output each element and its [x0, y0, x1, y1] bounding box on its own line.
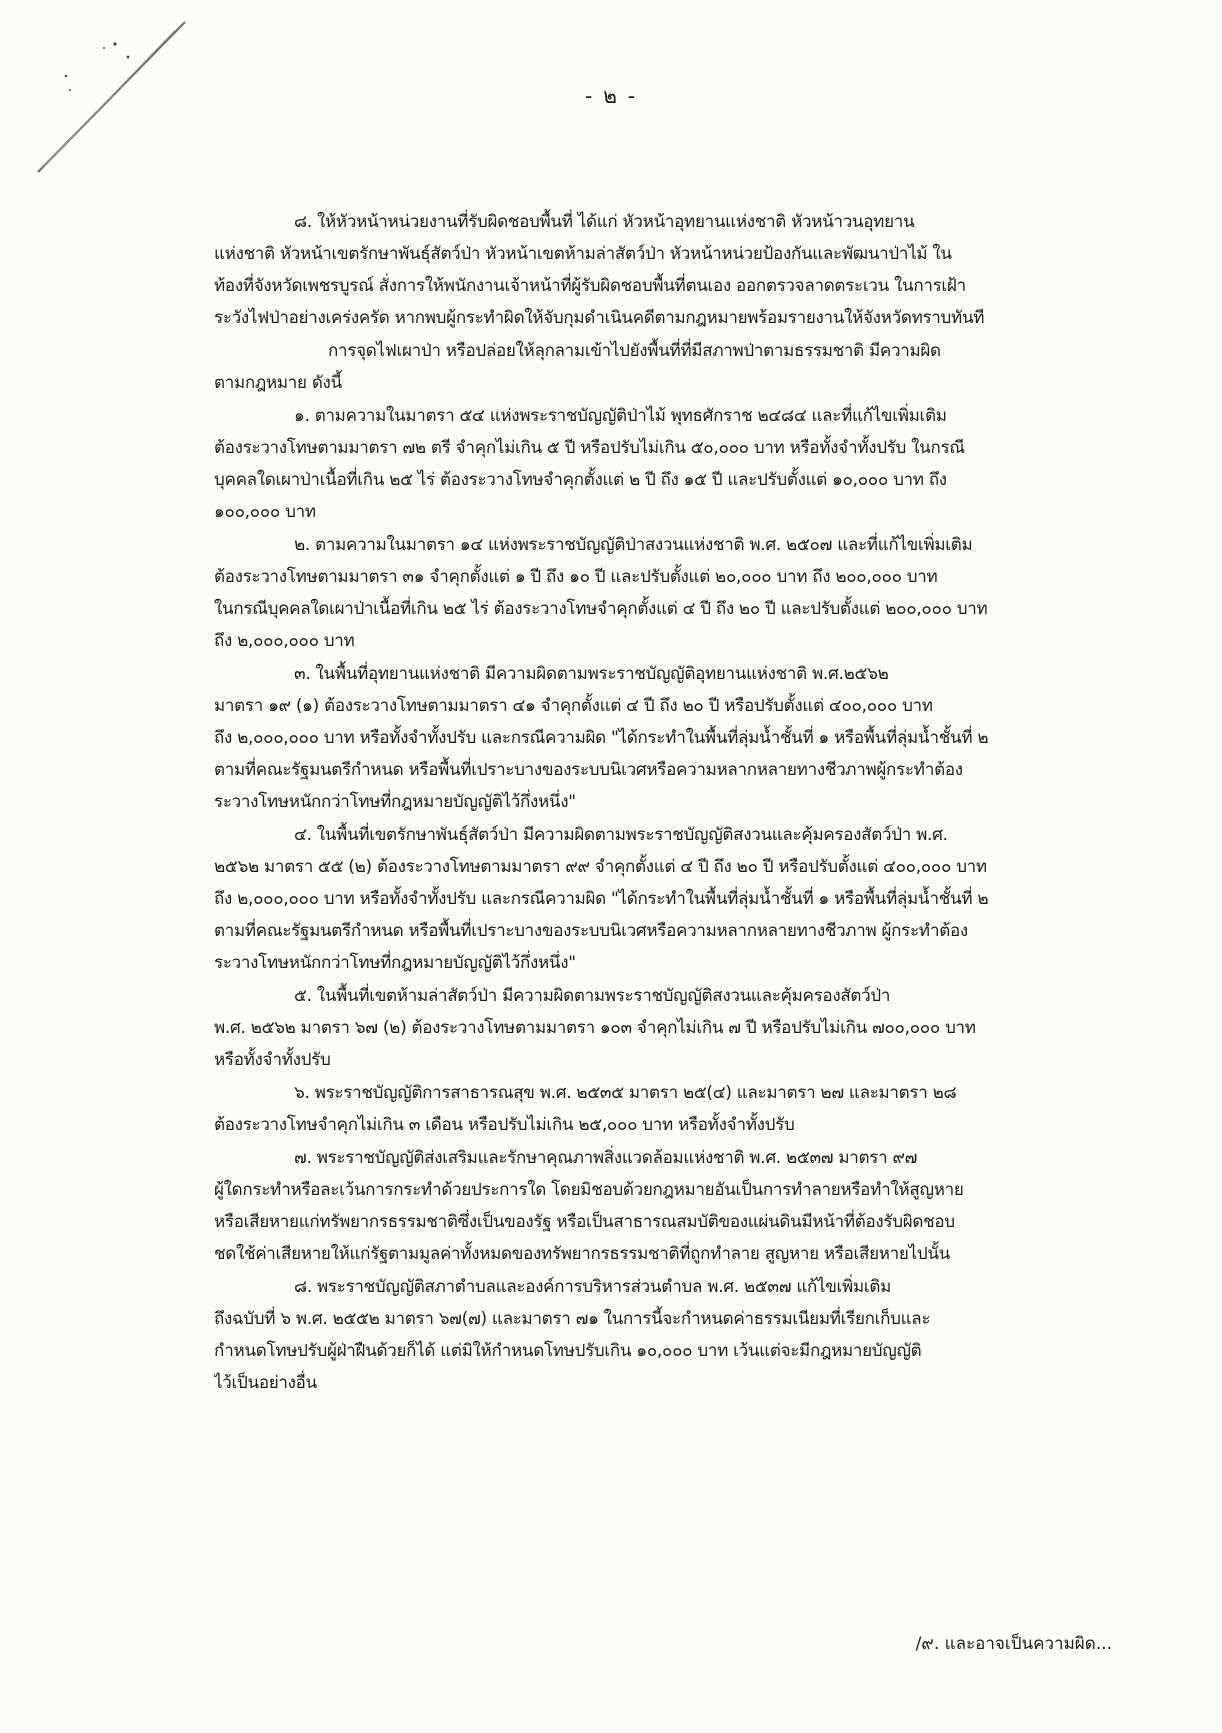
text-line: ๒๕๖๒ มาตรา ๕๕ (๒) ต้องระวางโทษตามมาตรา ๙๙ จำคุกตั้งแต่ ๔ ปี ถึง ๒๐ ปี หรือปรับตั้งแต่ ๔๐๐,๐๐๐ บาท: [214, 857, 987, 877]
paragraph-offense-intro: [214, 335, 1107, 399]
text-line: ถึง ๒,๐๐๐,๐๐๐ บาท หรือทั้งจำทั้งปรับ และกรณีความผิด "ได้กระทำในพื้นที่ลุ่มน้ำชั้นที่ ๑ หรือพื้นที่ลุ่มน้ำชั้นที่ ๒: [214, 728, 989, 748]
text-line: ระวางโทษหนักกว่าโทษที่กฎหมายบัญญัติไว้กึ่งหนึ่ง": [214, 792, 576, 812]
text-line: ชดใช้ค่าเสียหายให้แก่รัฐตามมูลค่าทั้งหมดของทรัพยากรธรรมชาติที่ถูกทำลาย สูญหาย หรือเสียหายไปนั้น: [214, 1244, 950, 1264]
text-line: ๘. ให้หัวหน้าหน่วยงานที่รับผิดชอบพื้นที่ ได้แก่ หัวหน้าอุทยานแห่งชาติ หัวหน้าวนอุทยาน: [294, 212, 915, 232]
text-line: ถึง ๒,๐๐๐,๐๐๐ บาท: [214, 631, 355, 651]
text-line: ถึงฉบับที่ ๖ พ.ศ. ๒๕๕๒ มาตรา ๖๗(๗) และมาตรา ๗๑ ในการนี้จะกำหนดค่าธรรมเนียมที่เรียกเก็บและ: [214, 1309, 931, 1329]
text-line: ๑. ตามความในมาตรา ๕๔ แห่งพระราชบัญญัติป่าไม้ พุทธศักราช ๒๔๘๔ และที่แก้ไขเพิ่มเติม: [294, 406, 947, 426]
text-line: ๑๐๐,๐๐๐ บาท: [214, 502, 316, 522]
text-line: ๘. พระราชบัญญัติสภาตำบลและองค์การบริหารส่วนตำบล พ.ศ. ๒๕๓๗ แก้ไขเพิ่มเติม: [294, 1277, 892, 1297]
text-line: ในกรณีบุคคลใดเผาป่าเนื้อที่เกิน ๒๕ ไร่ ต้องระวางโทษจำคุกตั้งแต่ ๔ ปี ถึง ๒๐ ปี และปรับตั้งแต่ ๒๐๐,๐๐๐ บาท: [214, 599, 988, 619]
paragraph-instruction-8: [214, 206, 1107, 334]
text-line: ท้องที่จังหวัดเพชรบูรณ์ สั่งการให้พนักงานเจ้าหน้าที่ผู้รับผิดชอบพื้นที่ตนเอง ออกตรวจลาดตระเวน ในการเฝ้า: [214, 276, 966, 296]
text-line: ๔. ในพื้นที่เขตรักษาพันธุ์สัตว์ป่า มีความผิดตามพระราชบัญญัติสงวนและคุ้มครองสัตว์ป่า พ.ศ.: [294, 825, 948, 845]
text-line: ไว้เป็นอย่างอื่น: [214, 1373, 317, 1393]
paragraph-law-7: [214, 1142, 1107, 1270]
text-line: ๕. ในพื้นที่เขตห้ามล่าสัตว์ป่า มีความผิดตามพระราชบัญญัติสงวนและคุ้มครองสัตว์ป่า: [294, 986, 891, 1006]
text-line: ถึง ๒,๐๐๐,๐๐๐ บาท หรือทั้งจำทั้งปรับ และกรณีความผิด "ได้กระทำในพื้นที่ลุ่มน้ำชั้นที่ ๑ หรือพื้นที่ลุ่มน้ำชั้นที่ ๒: [214, 889, 989, 909]
text-line: ต้องระวางโทษจำคุกไม่เกิน ๓ เดือน หรือปรับไม่เกิน ๒๕,๐๐๐ บาท หรือทั้งจำทั้งปรับ: [214, 1115, 795, 1135]
document-body: [214, 205, 1107, 1399]
text-line: ๗. พระราชบัญญัติส่งเสริมและรักษาคุณภาพสิ่งแวดล้อมแห่งชาติ พ.ศ. ๒๕๓๗ มาตรา ๙๗: [294, 1148, 918, 1168]
paragraph-law-6: [214, 1077, 1107, 1141]
text-line: ผู้ใดกระทำหรือละเว้นการกระทำด้วยประการใด โดยมิชอบด้วยกฎหมายอันเป็นการทำลายหรือทำให้สูญหาย: [214, 1180, 964, 1200]
text-line: ๖. พระราชบัญญัติการสาธารณสุข พ.ศ. ๒๕๓๕ มาตรา ๒๕(๔) และมาตรา ๒๗ และมาตรา ๒๘: [294, 1083, 957, 1103]
text-line: ตามที่คณะรัฐมนตรีกำหนด หรือพื้นที่เปราะบางของระบบนิเวศหรือความหลากหลายทางชีวภาพผู้กระทำต้อง: [214, 760, 963, 780]
text-line: แห่งชาติ หัวหน้าเขตรักษาพันธุ์สัตว์ป่า หัวหน้าเขตห้ามล่าสัตว์ป่า หัวหน้าหน่วยป้องกันและพัฒนาป่าไม้ ใน: [214, 244, 952, 264]
text-line: ระวังไฟป่าอย่างเคร่งครัด หากพบผู้กระทำผิดให้จับกุมดำเนินคดีตามกฎหมายพร้อมรายงานให้จังหวัดทราบทันที: [214, 308, 985, 328]
scan-artifact-marks: [0, 0, 220, 230]
text-line: ๒. ตามความในมาตรา ๑๔ แห่งพระราชบัญญัติป่าสงวนแห่งชาติ พ.ศ. ๒๕๐๗ และที่แก้ไขเพิ่มเติม: [294, 535, 973, 555]
paragraph-law-4: [214, 819, 1107, 979]
text-line: ต้องระวางโทษตามมาตรา ๗๒ ตรี จำคุกไม่เกิน ๕ ปี หรือปรับไม่เกิน ๕๐,๐๐๐ บาท หรือทั้งจำทั้งปรับ ในกรณี: [214, 438, 965, 458]
paragraph-law-1: [214, 400, 1107, 528]
text-line: ต้องระวางโทษตามมาตรา ๓๑ จำคุกตั้งแต่ ๑ ปี ถึง ๑๐ ปี และปรับตั้งแต่ ๒๐,๐๐๐ บาท ถึง ๒๐๐,๐๐๐ บาท: [214, 567, 938, 587]
text-line: ๓. ในพื้นที่อุทยานแห่งชาติ มีความผิดตามพระราชบัญญัติอุทยานแห่งชาติ พ.ศ.๒๕๖๒: [294, 664, 889, 684]
text-line: ระวางโทษหนักกว่าโทษที่กฎหมายบัญญัติไว้กึ่งหนึ่ง": [214, 953, 576, 973]
paragraph-law-2: [214, 529, 1107, 657]
text-line: พ.ศ. ๒๕๖๒ มาตรา ๖๗ (๒) ต้องระวางโทษตามมาตรา ๑๐๓ จำคุกไม่เกิน ๗ ปี หรือปรับไม่เกิน ๗๐๐,๐๐๐ บาท: [214, 1018, 976, 1038]
page-number: - ๒ -: [584, 84, 638, 108]
text-line: การจุดไฟเผาป่า หรือปล่อยให้ลุกลามเข้าไปยังพื้นที่ที่มีสภาพป่าตามธรรมชาติ มีความผิด: [328, 341, 941, 361]
paragraph-law-5: [214, 980, 1107, 1076]
paragraph-law-8: [214, 1271, 1107, 1399]
text-line: ตามกฎหมาย ดังนี้: [214, 373, 342, 393]
text-line: ตามที่คณะรัฐมนตรีกำหนด หรือพื้นที่เปราะบางของระบบนิเวศหรือความหลากหลายทางชีวภาพ ผู้กระทำต้อง: [214, 921, 968, 941]
continuation-note: /๙. และอาจเป็นความผิด...: [915, 1634, 1112, 1654]
text-line: มาตรา ๑๙ (๑) ต้องระวางโทษตามมาตรา ๔๑ จำคุกตั้งแต่ ๔ ปี ถึง ๒๐ ปี หรือปรับตั้งแต่ ๔๐๐,๐๐๐ บาท: [214, 696, 933, 716]
text-line: บุคคลใดเผาป่าเนื้อที่เกิน ๒๕ ไร่ ต้องระวางโทษจำคุกตั้งแต่ ๒ ปี ถึง ๑๕ ปี และปรับตั้งแต่ ๑๐,๐๐๐ บาท ถึง: [214, 470, 947, 490]
text-line: หรือทั้งจำทั้งปรับ: [214, 1050, 331, 1070]
paragraph-law-3: [214, 658, 1107, 818]
text-line: หรือเสียหายแก่ทรัพยากรธรรมชาติซึ่งเป็นของรัฐ หรือเป็นสาธารณสมบัติของแผ่นดินมีหน้าที่ต้องรับผิดชอบ: [214, 1212, 955, 1232]
text-line: กำหนดโทษปรับผู้ฝ่าฝืนด้วยก็ได้ แต่มิให้กำหนดโทษปรับเกิน ๑๐,๐๐๐ บาท เว้นแต่จะมีกฎหมายบัญญัติ: [214, 1341, 922, 1361]
